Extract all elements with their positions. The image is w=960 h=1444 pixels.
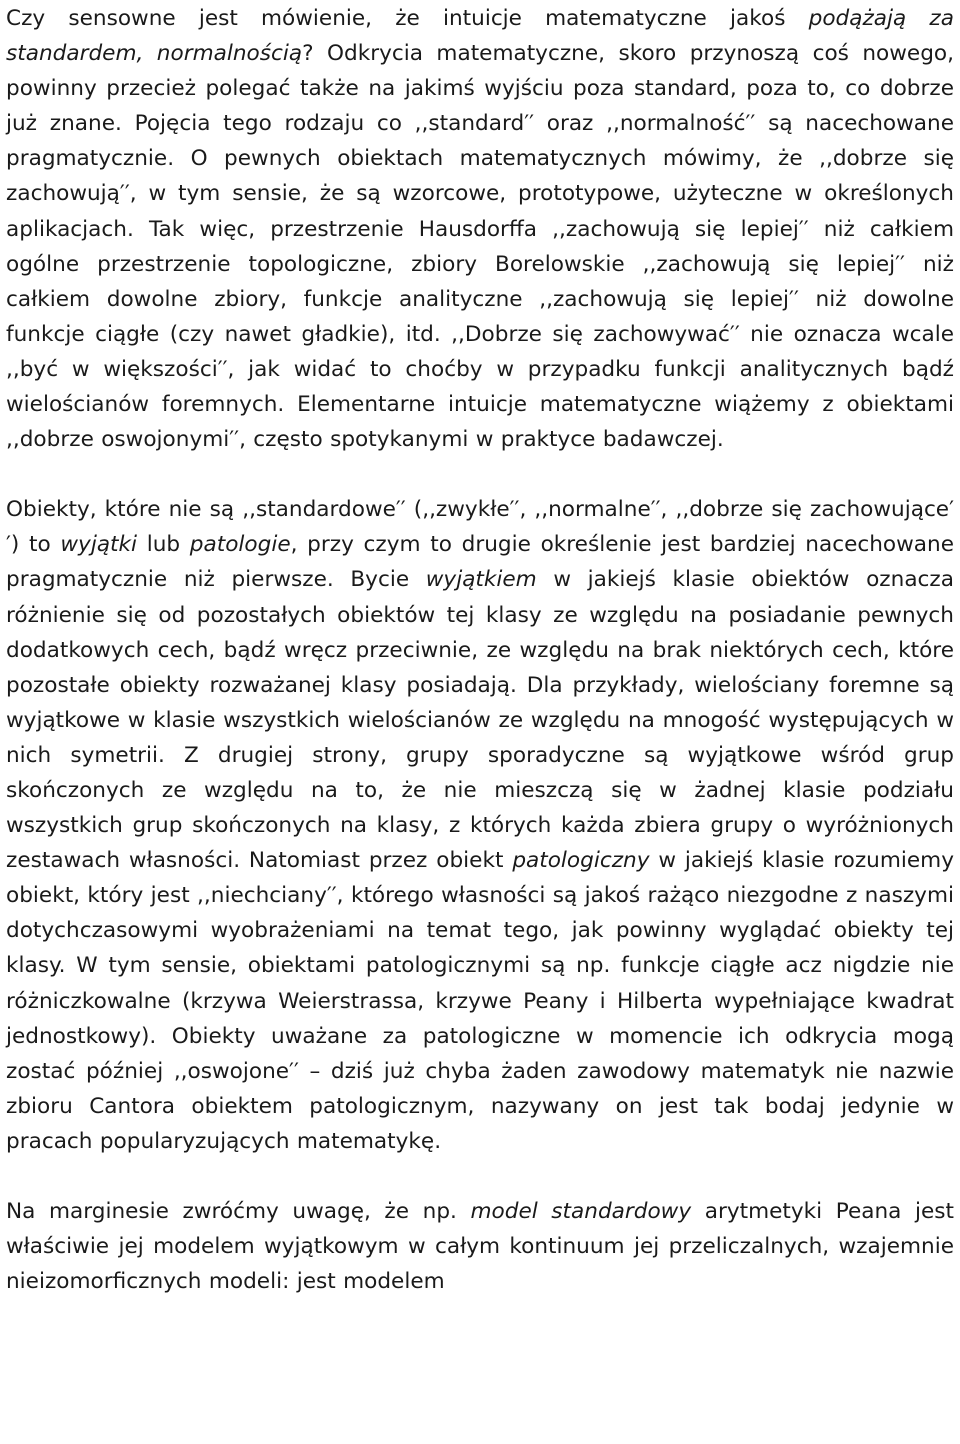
text-run: w jakiejś klasie rozumiemy obiekt, który jest ,,niechciany′′, którego własności są jakoś rażąco niezgodne z naszymi dotychczasowymi wyobrażeniami na temat tego, jak powinny wyglądać obiekty tej klasy. W tym sensie, obiektami patologicznymi są np. funkcje ciągłe acz nigdzie nie różniczkowalne (krzywa Weierstrassa, krzywe Peany i Hilberta wypełniające kwadrat jednostkowy). Obiekty uważane za patologiczne w momencie ich odkrycia mogą zostać później ,,oswojone′′ – dziś już chyba żaden zawodowy matematyk nie nazwie zbioru Cantora obiektem patologicznym, nazywany on jest tak bodaj jedynie w pracach popularyzujących matematykę.: [6, 848, 954, 1154]
italic-run: model standardowy: [470, 1199, 692, 1224]
text-run: lub: [137, 532, 190, 558]
paragraph-exceptions-pathologies: [6, 492, 954, 1159]
italic-run: patologie: [189, 532, 291, 558]
italic-run: podążają za standardem, normalnością: [6, 6, 954, 67]
text-run: Czy sensowne jest mówienie, że intuicje matematyczne jakoś: [6, 6, 809, 31]
text-run: , przy czym to drugie określenie jest bardziej nacechowane pragmatycznie niż pierwsze. Bycie: [6, 532, 954, 593]
paragraph-intuitions-standard: [6, 1, 954, 457]
italic-run: wyjątkiem: [425, 567, 537, 593]
paragraph-peano-model: [6, 1194, 954, 1299]
text-run: Na marginesie zwróćmy uwagę, że np.: [6, 1199, 471, 1224]
text-run: Obiekty, które nie są ,,standardowe′′ (,,zwykłe′′, ,,normalne′′, ,,dobrze się zachowujące′′) to: [6, 497, 954, 558]
text-run: arytmetyki Peana jest właściwie jej modelem wyjątkowym w całym kontinuum jej przeliczalnych, wzajemnie nieizomorficznych modeli: jest modelem: [6, 1199, 954, 1295]
text-run: ? Odkrycia matematyczne, skoro przynoszą coś nowego, powinny przecież polegać także na jakimś wyjściu poza standard, poza to, co dobrze już znane. Pojęcia tego rodzaju co ,,standard′′ oraz ,,normalność′′ są nacechowane pragmatycznie. O pewnych obiektach matematycznych mówimy, że ,,dobrze się zachowują′′, w tym sensie, że są wzorcowe, prototypowe, użyteczne w określonych aplikacjach. Tak więc, przestrzenie Hausdorffa ,,zachowują się lepiej′′ niż całkiem ogólne przestrzenie topologiczne, zbiory Borelowskie ,,zachowują się lepiej′′ niż całkiem dowolne zbiory, funkcje analityczne ,,zachowują się lepiej′′ niż dowolne funkcje ciągłe (czy nawet gładkie), itd. ,,Dobrze się zachowywać′′ nie oznacza wcale ,,być w większości′′, jak widać to choćby w przypadku funkcji analitycznych bądź wielościanów foremnych. Elementarne intuicje matematyczne wiążemy z obiektami ,,dobrze oswojonymi′′, często spotykanymi w praktyce badawczej.: [6, 41, 954, 453]
text-run: w jakiejś klasie obiektów oznacza różnienie się od pozostałych obiektów tej klasy ze względu na posiadanie pewnych dodatkowych cech, bądź wręcz przeciwnie, ze względu na brak niektórych cech, które pozostałe obiekty rozważanej klasy posiadają. Dla przykłady, wielościany foremne są wyjątkowe w klasie wszystkich wielościanów ze względu na mnogość występujących w nich symetrii. Z drugiej strony, grupy sporadyczne są wyjątkowe wśród grup skończonych ze względu na to, że nie mieszczą się w żadnej klasie podziału wszystkich grup skończonych na klasy, z których każda zbiera grupy o wyróżnionych zestawach własności. Natomiast przez obiekt: [6, 567, 954, 874]
italic-run: patologiczny: [512, 848, 650, 874]
italic-run: wyjątki: [60, 532, 138, 558]
